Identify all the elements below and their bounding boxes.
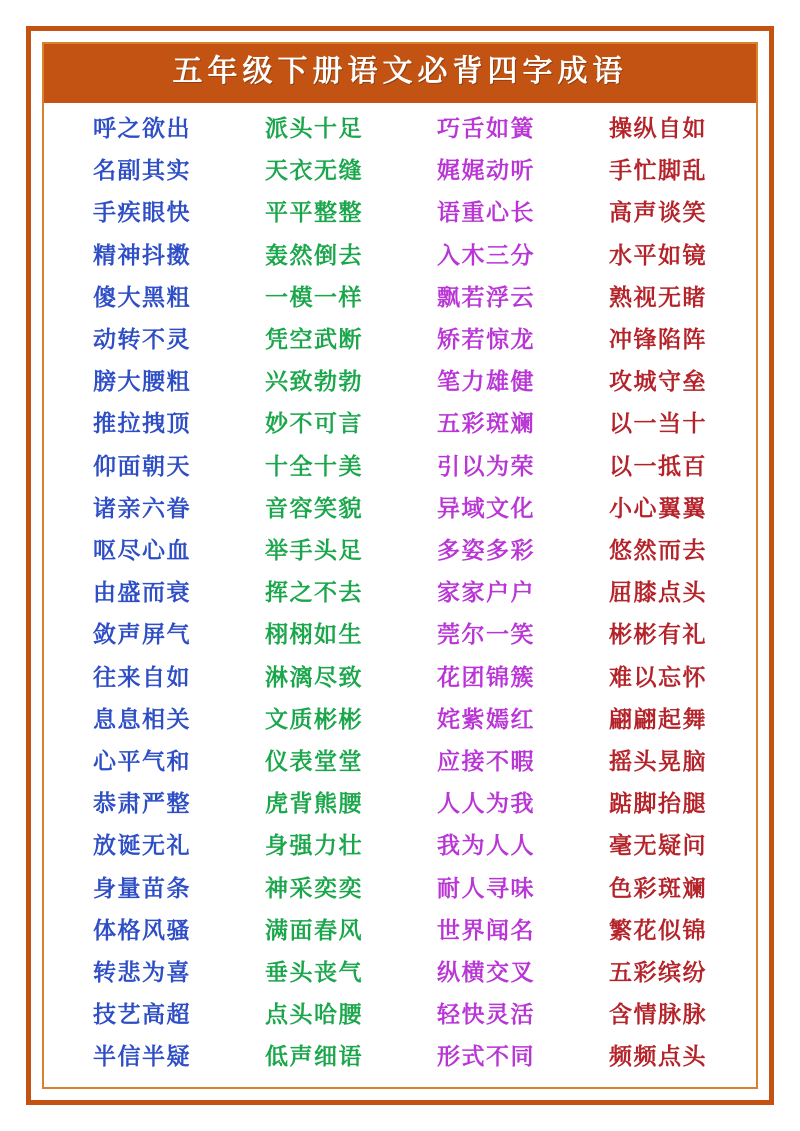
idiom-cell: 点头哈腰 <box>265 1002 363 1029</box>
idiom-cell: 异域文化 <box>437 495 535 522</box>
idiom-cell: 虎背熊腰 <box>265 791 363 818</box>
page-title: 五年级下册语文必背四字成语 <box>44 44 756 103</box>
idiom-cell: 繁花似锦 <box>609 917 707 944</box>
idiom-cell: 神采奕奕 <box>265 875 363 902</box>
idiom-cell: 半信半疑 <box>93 1044 191 1071</box>
idiom-cell: 姹紫嫣红 <box>437 706 535 733</box>
idiom-cell: 多姿多彩 <box>437 538 535 565</box>
idiom-cell: 莞尔一笑 <box>437 622 535 649</box>
idiom-cell: 兴致勃勃 <box>265 369 363 396</box>
idiom-cell: 恭肃严整 <box>93 791 191 818</box>
idiom-cell: 由盛而衰 <box>93 580 191 607</box>
idiom-cell: 矫若惊龙 <box>437 327 535 354</box>
idiom-cell: 攻城守垒 <box>609 369 707 396</box>
idiom-cell: 屈膝点头 <box>609 580 707 607</box>
idiom-cell: 身强力壮 <box>265 833 363 860</box>
idiom-cell: 小心翼翼 <box>609 495 707 522</box>
idiom-cell: 形式不同 <box>437 1044 535 1071</box>
idiom-cell: 以一抵百 <box>609 453 707 480</box>
idiom-cell: 冲锋陷阵 <box>609 327 707 354</box>
idiom-cell: 世界闻名 <box>437 917 535 944</box>
idiom-grid <box>44 103 756 1088</box>
idiom-cell: 挥之不去 <box>265 580 363 607</box>
idiom-cell: 推拉拽顶 <box>93 411 191 438</box>
idiom-cell: 名副其实 <box>93 158 191 185</box>
idiom-cell: 频频点头 <box>609 1044 707 1071</box>
idiom-cell: 举手头足 <box>265 538 363 565</box>
idiom-cell: 呕尽心血 <box>93 538 191 565</box>
idiom-cell: 难以忘怀 <box>609 664 707 691</box>
idiom-cell: 仪表堂堂 <box>265 749 363 776</box>
idiom-cell: 花团锦簇 <box>437 664 535 691</box>
idiom-cell: 十全十美 <box>265 453 363 480</box>
idiom-cell: 耐人寻味 <box>437 875 535 902</box>
idiom-cell: 踮脚抬腿 <box>609 791 707 818</box>
poster-inner-frame <box>42 42 758 1089</box>
idiom-cell: 息息相关 <box>93 706 191 733</box>
idiom-cell: 翩翩起舞 <box>609 706 707 733</box>
idiom-cell: 轰然倒去 <box>265 242 363 269</box>
idiom-cell: 色彩斑斓 <box>609 875 707 902</box>
idiom-cell: 动转不灵 <box>93 327 191 354</box>
idiom-cell: 人人为我 <box>437 791 535 818</box>
idiom-cell: 技艺高超 <box>93 1002 191 1029</box>
idiom-cell: 傻大黑粗 <box>93 284 191 311</box>
idiom-cell: 入木三分 <box>437 242 535 269</box>
idiom-cell: 我为人人 <box>437 833 535 860</box>
idiom-cell: 飘若浮云 <box>437 284 535 311</box>
idiom-cell: 娓娓动听 <box>437 158 535 185</box>
idiom-cell: 往来自如 <box>93 664 191 691</box>
idiom-cell: 音容笑貌 <box>265 495 363 522</box>
idiom-cell: 摇头晃脑 <box>609 749 707 776</box>
idiom-cell: 派头十足 <box>265 116 363 142</box>
idiom-cell: 诸亲六眷 <box>93 495 191 522</box>
idiom-cell: 五彩缤纷 <box>609 960 707 987</box>
idiom-cell: 满面春风 <box>265 917 363 944</box>
idiom-cell: 精神抖擞 <box>93 242 191 269</box>
idiom-cell: 文质彬彬 <box>265 706 363 733</box>
idiom-cell: 栩栩如生 <box>265 622 363 649</box>
poster-outer-frame <box>26 26 774 1105</box>
idiom-cell: 水平如镜 <box>609 242 707 269</box>
idiom-cell: 五彩斑斓 <box>437 411 535 438</box>
idiom-cell: 天衣无缝 <box>265 158 363 185</box>
idiom-cell: 引以为荣 <box>437 453 535 480</box>
idiom-cell: 膀大腰粗 <box>93 369 191 396</box>
idiom-cell: 彬彬有礼 <box>609 622 707 649</box>
idiom-cell: 低声细语 <box>265 1044 363 1071</box>
idiom-cell: 操纵自如 <box>609 116 707 142</box>
idiom-cell: 纵横交叉 <box>437 960 535 987</box>
idiom-cell: 敛声屏气 <box>93 622 191 649</box>
idiom-cell: 含情脉脉 <box>609 1002 707 1029</box>
idiom-cell: 身量苗条 <box>93 875 191 902</box>
idiom-cell: 毫无疑问 <box>609 833 707 860</box>
idiom-cell: 悠然而去 <box>609 538 707 565</box>
idiom-cell: 体格风骚 <box>93 917 191 944</box>
idiom-cell: 转悲为喜 <box>93 960 191 987</box>
idiom-cell: 应接不暇 <box>437 749 535 776</box>
idiom-cell: 手忙脚乱 <box>609 158 707 185</box>
idiom-cell: 心平气和 <box>93 749 191 776</box>
idiom-cell: 凭空武断 <box>265 327 363 354</box>
idiom-cell: 一模一样 <box>265 284 363 311</box>
idiom-cell: 手疾眼快 <box>93 200 191 227</box>
idiom-cell: 家家户户 <box>437 580 535 607</box>
idiom-cell: 垂头丧气 <box>265 960 363 987</box>
idiom-cell: 呼之欲出 <box>93 116 191 142</box>
idiom-cell: 轻快灵活 <box>437 1002 535 1029</box>
idiom-cell: 放诞无礼 <box>93 833 191 860</box>
idiom-cell: 熟视无睹 <box>609 284 707 311</box>
idiom-cell: 妙不可言 <box>265 411 363 438</box>
idiom-cell: 高声谈笑 <box>609 200 707 227</box>
idiom-cell: 淋漓尽致 <box>265 664 363 691</box>
idiom-cell: 语重心长 <box>437 200 535 227</box>
idiom-cell: 仰面朝天 <box>93 453 191 480</box>
idiom-cell: 笔力雄健 <box>437 369 535 396</box>
idiom-cell: 巧舌如簧 <box>437 116 535 142</box>
idiom-cell: 以一当十 <box>609 411 707 438</box>
idiom-cell: 平平整整 <box>265 200 363 227</box>
